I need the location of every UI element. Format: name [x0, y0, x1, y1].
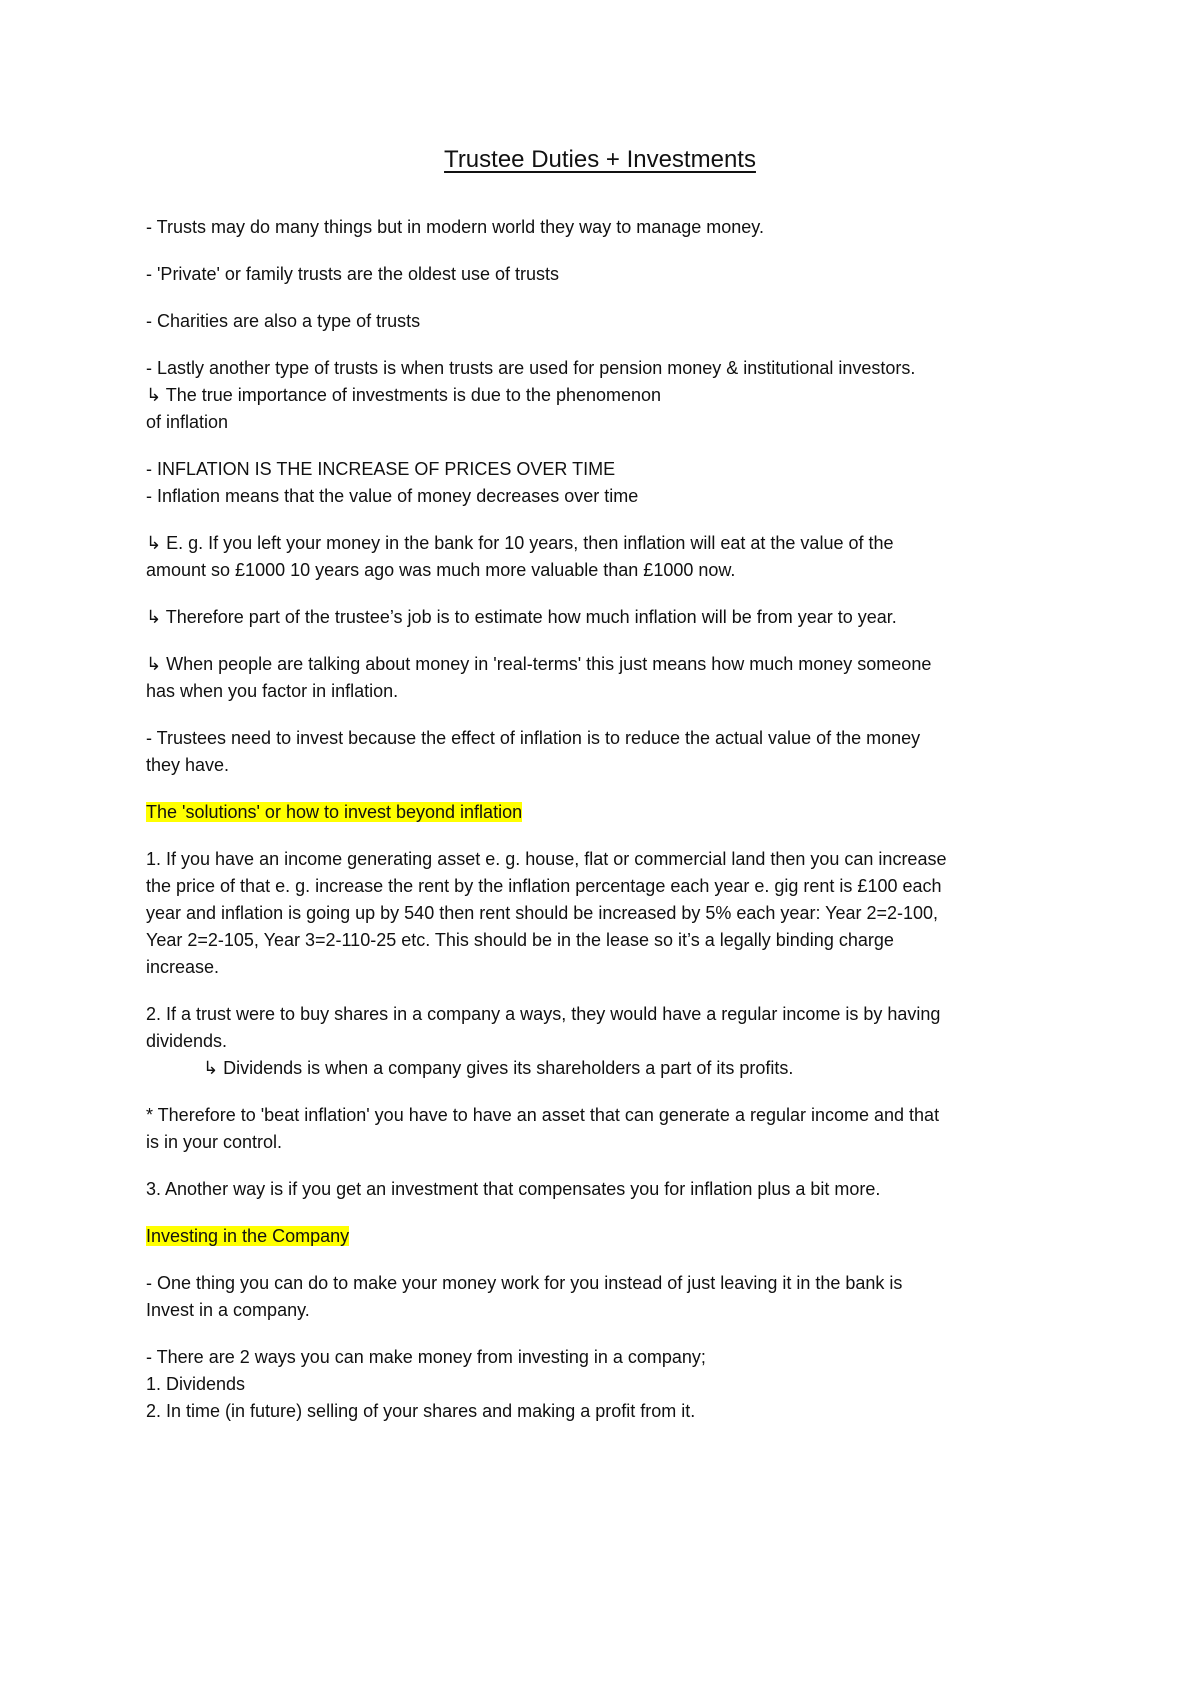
- text-line: amount so £1000 10 years ago was much more valuable than £1000 now.: [146, 560, 736, 580]
- highlighted-heading: Investing in the Company: [146, 1226, 350, 1246]
- paragraph: [146, 1102, 1066, 1156]
- text-line: ↳ When people are talking about money in 'real-terms' this just means how much money someone: [146, 654, 932, 674]
- text-line: ↳ Therefore part of the trustee’s job is to estimate how much inflation will be from year to year.: [146, 607, 897, 627]
- highlighted-heading: The 'solutions' or how to invest beyond inflation: [146, 802, 523, 822]
- paragraph: [146, 651, 1066, 705]
- paragraph: [146, 1270, 1066, 1324]
- paragraph: [146, 456, 1066, 510]
- section-heading: [146, 1223, 1066, 1250]
- text-line: 2. In time (in future) selling of your shares and making a profit from it.: [146, 1401, 696, 1421]
- paragraph: [146, 1176, 1066, 1203]
- text-line: * Therefore to 'beat inflation' you have to have an asset that can generate a regular income and that: [146, 1105, 940, 1125]
- text-line: Year 2=2-105, Year 3=2-110-25 etc. This should be in the lease so it’s a legally binding charge: [146, 930, 894, 950]
- text-line: 3. Another way is if you get an investment that compensates you for inflation plus a bit more.: [146, 1179, 881, 1199]
- text-line: - There are 2 ways you can make money from investing in a company;: [146, 1347, 706, 1367]
- section-heading: [146, 799, 1066, 826]
- text-line: 2. If a trust were to buy shares in a company a ways, they would have a regular income is by having: [146, 1004, 941, 1024]
- indented-line: ↳ Dividends is when a company gives its shareholders a part of its profits.: [203, 1058, 794, 1078]
- text-line: the price of that e. g. increase the rent by the inflation percentage each year e. gig rent is £100 each: [146, 876, 942, 896]
- paragraph: [146, 725, 1066, 779]
- page-title: Trustee Duties + Investments: [444, 146, 756, 173]
- text-line: - 'Private' or family trusts are the oldest use of trusts: [146, 264, 560, 284]
- text-line: - Charities are also a type of trusts: [146, 311, 421, 331]
- text-line: has when you factor in inflation.: [146, 681, 399, 701]
- text-line: dividends.: [146, 1031, 228, 1051]
- paragraph: [146, 1344, 1066, 1425]
- text-line: 1. If you have an income generating asset e. g. house, flat or commercial land then you can increase: [146, 849, 947, 869]
- text-line: ↳ E. g. If you left your money in the bank for 10 years, then inflation will eat at the value of the: [146, 533, 894, 553]
- paragraph: [146, 1001, 1066, 1082]
- text-line: - Trusts may do many things but in modern world they way to manage money.: [146, 217, 764, 237]
- paragraph: [146, 261, 1066, 288]
- paragraph: [146, 604, 1066, 631]
- text-line: ↳ The true importance of investments is due to the phenomenon: [146, 385, 662, 405]
- text-line: year and inflation is going up by 540 then rent should be increased by 5% each year: Year 2=2-100,: [146, 903, 939, 923]
- text-line: they have.: [146, 755, 230, 775]
- text-line: - Trustees need to invest because the effect of inflation is to reduce the actual value of the money: [146, 728, 921, 748]
- text-line: is in your control.: [146, 1132, 283, 1152]
- text-line: 1. Dividends: [146, 1374, 246, 1394]
- paragraph: [146, 355, 1066, 436]
- text-line: - One thing you can do to make your money work for you instead of just leaving it in the bank is: [146, 1273, 903, 1293]
- text-line: - Inflation means that the value of money decreases over time: [146, 486, 639, 506]
- paragraph: [146, 214, 1066, 241]
- paragraph: [146, 308, 1066, 335]
- text-line: increase.: [146, 957, 220, 977]
- paragraph: [146, 846, 1066, 981]
- document-body: [146, 214, 1066, 1425]
- text-line: - Lastly another type of trusts is when trusts are used for pension money & institutional investors.: [146, 358, 916, 378]
- text-line: of inflation: [146, 412, 229, 432]
- paragraph: [146, 530, 1066, 584]
- text-line: - INFLATION IS THE INCREASE OF PRICES OVER TIME: [146, 459, 616, 479]
- text-line: Invest in a company.: [146, 1300, 310, 1320]
